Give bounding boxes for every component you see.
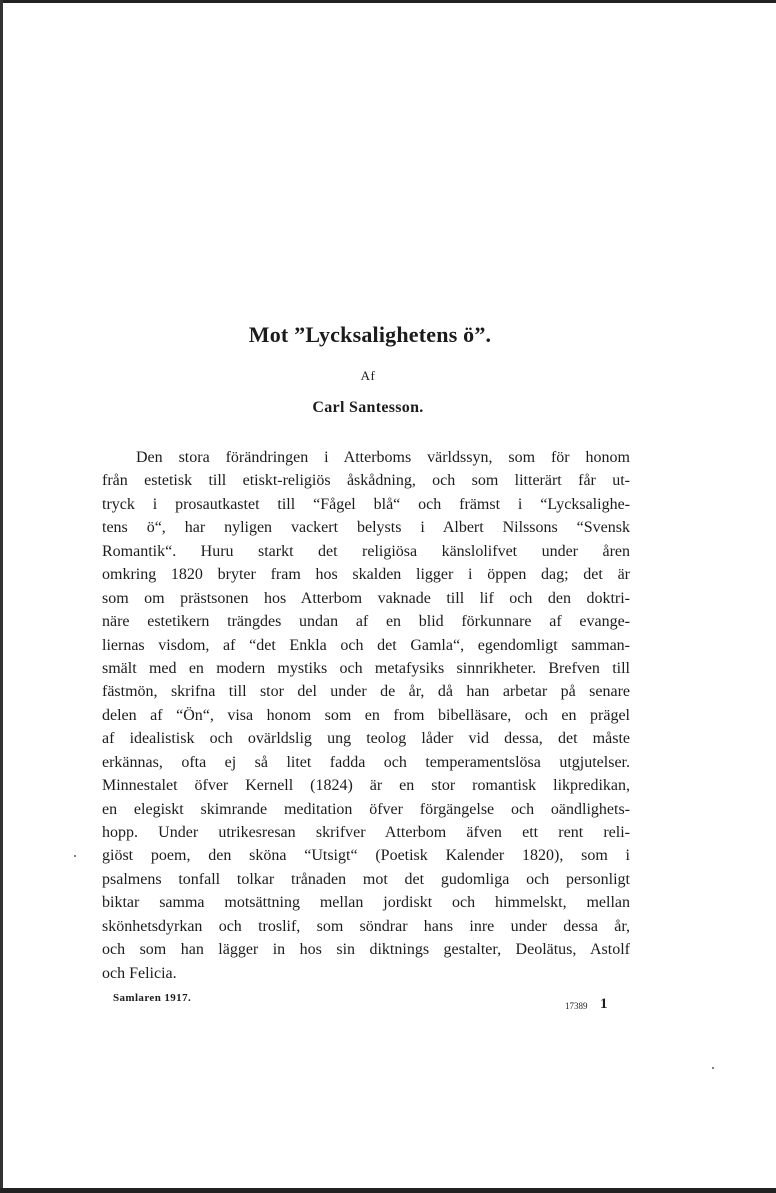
- text-line: näre estetikern trängdes undan af en blid förkunnare af evange-: [102, 613, 630, 631]
- body-paragraph: [102, 446, 630, 985]
- text-line: Romantik“. Huru starkt det religiösa känslolifvet under åren: [102, 542, 630, 560]
- text-line: fästmön, skrifna till stor del under de år, då han arbetar på senare: [102, 683, 630, 701]
- article-title: Mot ”Lycksalighetens ö”.: [248, 322, 492, 347]
- text-line: och Felicia.: [102, 964, 177, 982]
- text-line: giöst poem, den sköna “Utsigt“ (Poetisk Kalender 1820), som i: [102, 847, 630, 865]
- text-line: hopp. Under utrikesresan skrifver Atterbom äfven ett rent reli-: [102, 824, 630, 841]
- text-line: liernas visdom, af “det Enkla och det Gamla“, egendomligt samman-: [102, 636, 630, 654]
- text-line: som om prästsonen hos Atterbom vaknade till lif och den doktri-: [102, 589, 630, 607]
- byline-af: Af: [360, 368, 376, 383]
- text-line: erkännas, ofta ej så litet fadda och temperamentslösa utgjutelser.: [102, 753, 630, 771]
- scan-border-left: [0, 0, 3, 1193]
- text-line: Minnestalet öfver Kernell (1824) är en stor romantisk likpredikan,: [102, 777, 630, 795]
- text-line: från estetisk till etiskt-religiös åskådning, och som litterärt får ut-: [102, 472, 630, 490]
- author-name: Carl Santesson.: [312, 399, 424, 416]
- text-line: psalmens tonfall tolkar trånaden mot det gudomliga och personligt: [102, 870, 630, 888]
- text-line: smält med en modern mystiks och metafysiks sinnrikheter. Brefven till: [102, 659, 630, 677]
- text-line: en elegiskt skimrande meditation öfver förgängelse och oändlighets-: [102, 800, 630, 818]
- text-line: af idealistisk och ovärldslig ung teolog låder vid dessa, det måste: [102, 730, 630, 748]
- scan-border-bottom: [0, 1188, 776, 1193]
- journal-footer: Samlaren 1917.: [113, 992, 192, 1004]
- text-line: Den stora förändringen i Atterboms världssyn, som för honom: [136, 449, 630, 466]
- scan-speck: [712, 1067, 714, 1069]
- text-line: skönhetsdyrkan och troslif, som söndrar hans inre under dessa år,: [102, 917, 630, 935]
- text-line: tens ö“, har nyligen vackert belysts i Albert Nilssons “Svensk: [102, 519, 630, 537]
- scan-speck: [74, 855, 76, 857]
- scan-border-top: [0, 0, 776, 3]
- text-line: tryck i prosautkastet till “Fågel blå“ och främst i “Lycksalighe-: [102, 495, 630, 513]
- signature-number: 1: [600, 996, 608, 1012]
- signature-code: 17389: [565, 1001, 588, 1011]
- text-line: biktar samma motsättning mellan jordiskt och himmelskt, mellan: [102, 894, 630, 912]
- text-line: omkring 1820 bryter fram hos skalden ligger i öppen dag; det är: [102, 566, 630, 584]
- text-line: delen af “Ön“, visa honom som en from bibelläsare, och en prägel: [102, 706, 630, 724]
- text-line: och som han lägger in hos sin diktnings gestalter, Deolätus, Astolf: [102, 941, 630, 959]
